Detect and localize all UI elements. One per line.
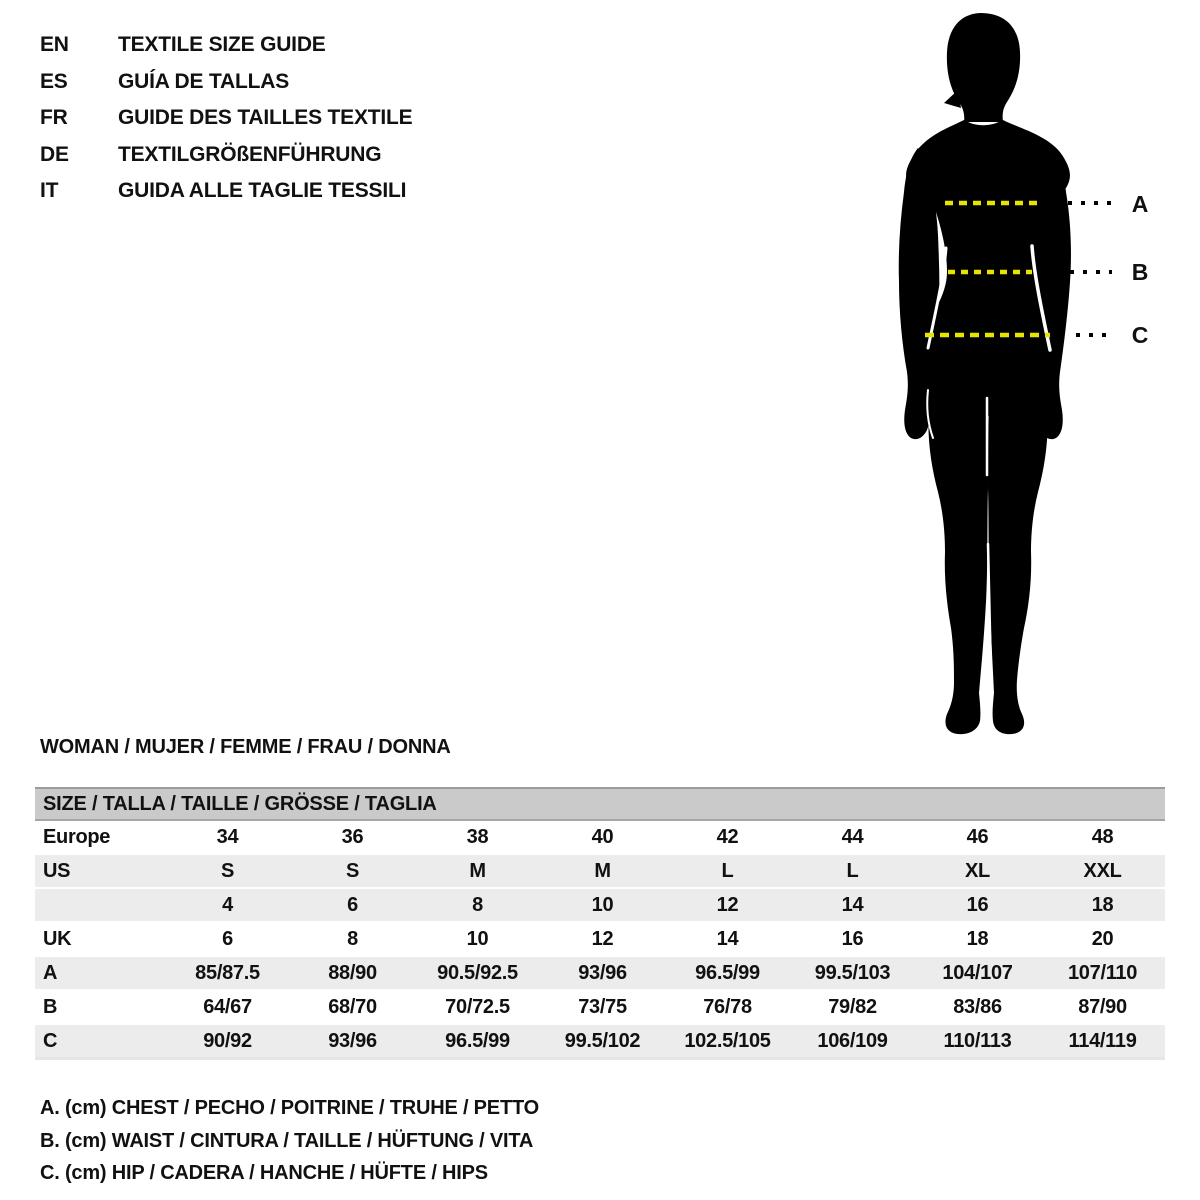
size-cell: 99.5/102 bbox=[540, 1024, 665, 1059]
legend-hip: C. (cm) HIP / CADERA / HANCHE / HÜFTE / HIPS bbox=[40, 1162, 488, 1184]
size-table-header: SIZE / TALLA / TAILLE / GRÖSSE / TAGLIA bbox=[35, 788, 1165, 820]
size-cell: 90/92 bbox=[165, 1024, 290, 1059]
size-cell: 110/113 bbox=[915, 1024, 1040, 1059]
size-cell: 96.5/99 bbox=[665, 956, 790, 990]
size-cell: 70/72.5 bbox=[415, 990, 540, 1024]
size-table-body bbox=[35, 820, 1165, 1059]
size-cell: M bbox=[415, 854, 540, 888]
language-row bbox=[40, 27, 412, 64]
language-row bbox=[40, 137, 412, 174]
size-cell: 44 bbox=[790, 820, 915, 854]
size-table-row bbox=[35, 990, 1165, 1024]
size-cell: 6 bbox=[165, 922, 290, 956]
size-cell: 73/75 bbox=[540, 990, 665, 1024]
size-cell: 18 bbox=[1040, 888, 1165, 922]
language-code: IT bbox=[40, 179, 59, 203]
size-cell: XL bbox=[915, 854, 1040, 888]
size-cell: 107/110 bbox=[1040, 956, 1165, 990]
language-code: FR bbox=[40, 106, 68, 130]
size-row-label: US bbox=[35, 854, 165, 888]
size-cell: 64/67 bbox=[165, 990, 290, 1024]
size-cell: 40 bbox=[540, 820, 665, 854]
size-table-row bbox=[35, 922, 1165, 956]
size-cell: 14 bbox=[665, 922, 790, 956]
size-cell: 8 bbox=[290, 922, 415, 956]
language-row bbox=[40, 173, 412, 210]
size-row-label: UK bbox=[35, 922, 165, 956]
size-cell: 102.5/105 bbox=[665, 1024, 790, 1059]
woman-silhouette bbox=[899, 13, 1071, 734]
size-table-header-row bbox=[35, 788, 1165, 820]
body-measurement-figure bbox=[860, 0, 1120, 740]
size-cell: 6 bbox=[290, 888, 415, 922]
size-table-row bbox=[35, 854, 1165, 888]
size-cell: 104/107 bbox=[915, 956, 1040, 990]
size-cell: XXL bbox=[1040, 854, 1165, 888]
size-cell: 38 bbox=[415, 820, 540, 854]
size-row-label: Europe bbox=[35, 820, 165, 854]
size-cell: 36 bbox=[290, 820, 415, 854]
language-guide bbox=[40, 27, 412, 210]
size-cell: 87/90 bbox=[1040, 990, 1165, 1024]
size-cell: 34 bbox=[165, 820, 290, 854]
woman-silhouette-svg bbox=[860, 0, 1120, 740]
waist-marker-label: B bbox=[1131, 259, 1149, 285]
language-row bbox=[40, 100, 412, 137]
size-cell: M bbox=[540, 854, 665, 888]
size-cell: 68/70 bbox=[290, 990, 415, 1024]
size-cell: 10 bbox=[540, 888, 665, 922]
size-cell: 48 bbox=[1040, 820, 1165, 854]
size-cell: 93/96 bbox=[290, 1024, 415, 1059]
size-cell: S bbox=[290, 854, 415, 888]
size-row-label: B bbox=[35, 990, 165, 1024]
size-row-label: C bbox=[35, 1024, 165, 1059]
size-cell: 90.5/92.5 bbox=[415, 956, 540, 990]
size-cell: 106/109 bbox=[790, 1024, 915, 1059]
language-title: GUIDE DES TAILLES TEXTILE bbox=[118, 106, 413, 130]
size-row-label: A bbox=[35, 956, 165, 990]
size-cell: 4 bbox=[165, 888, 290, 922]
size-cell: L bbox=[790, 854, 915, 888]
measurement-legend bbox=[40, 1092, 539, 1190]
size-cell: 20 bbox=[1040, 922, 1165, 956]
size-table-row bbox=[35, 820, 1165, 854]
language-title: TEXTILE SIZE GUIDE bbox=[118, 33, 326, 57]
size-cell: L bbox=[665, 854, 790, 888]
size-cell: 8 bbox=[415, 888, 540, 922]
size-cell: 83/86 bbox=[915, 990, 1040, 1024]
size-cell: 12 bbox=[540, 922, 665, 956]
size-table-row bbox=[35, 956, 1165, 990]
size-cell: 88/90 bbox=[290, 956, 415, 990]
size-cell: S bbox=[165, 854, 290, 888]
size-table-row bbox=[35, 888, 1165, 922]
language-code: EN bbox=[40, 33, 69, 57]
size-cell: 114/119 bbox=[1040, 1024, 1165, 1059]
size-cell: 42 bbox=[665, 820, 790, 854]
size-cell: 18 bbox=[915, 922, 1040, 956]
language-code: DE bbox=[40, 142, 69, 166]
hip-marker-label: C bbox=[1131, 322, 1149, 348]
size-table-row bbox=[35, 1024, 1165, 1059]
size-row-label bbox=[35, 888, 165, 922]
category-heading: WOMAN / MUJER / FEMME / FRAU / DONNA bbox=[40, 736, 451, 758]
language-row bbox=[40, 64, 412, 101]
size-cell: 46 bbox=[915, 820, 1040, 854]
size-cell: 10 bbox=[415, 922, 540, 956]
size-cell: 85/87.5 bbox=[165, 956, 290, 990]
legend-chest: A. (cm) CHEST / PECHO / POITRINE / TRUHE / PETTO bbox=[40, 1097, 539, 1119]
size-cell: 76/78 bbox=[665, 990, 790, 1024]
chest-marker-label: A bbox=[1131, 191, 1149, 217]
size-cell: 16 bbox=[790, 922, 915, 956]
language-title: GUIDA ALLE TAGLIE TESSILI bbox=[118, 179, 407, 203]
language-title: GUÍA DE TALLAS bbox=[118, 69, 290, 93]
legend-waist: B. (cm) WAIST / CINTURA / TAILLE / HÜFTUNG / VITA bbox=[40, 1129, 534, 1152]
size-cell: 16 bbox=[915, 888, 1040, 922]
size-cell: 93/96 bbox=[540, 956, 665, 990]
language-title: TEXTILGRÖßENFÜHRUNG bbox=[118, 142, 382, 166]
size-cell: 14 bbox=[790, 888, 915, 922]
size-table bbox=[35, 787, 1165, 1060]
size-cell: 79/82 bbox=[790, 990, 915, 1024]
size-cell: 96.5/99 bbox=[415, 1024, 540, 1059]
size-cell: 99.5/103 bbox=[790, 956, 915, 990]
language-code: ES bbox=[40, 69, 68, 93]
size-cell: 12 bbox=[665, 888, 790, 922]
